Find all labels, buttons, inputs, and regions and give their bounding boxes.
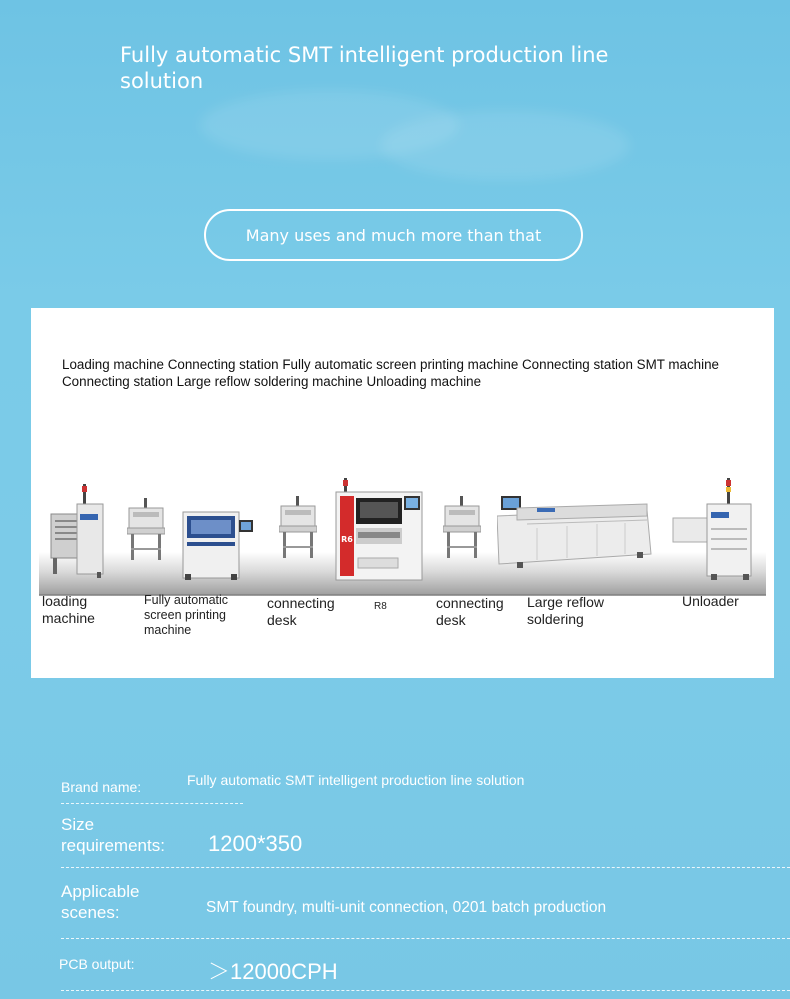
size-requirements-label: Size requirements: [61, 815, 165, 855]
row-divider [61, 867, 790, 868]
connecting-desk-label: connecting desk [436, 595, 504, 628]
connecting-desk-label: connecting desk [267, 595, 335, 628]
reflow-oven-label: Large reflow soldering [527, 594, 605, 627]
size-requirements-value: 1200*350 [208, 831, 303, 856]
smt-machine-label: R8 [374, 601, 387, 612]
page-title: Fully automatic SMT intelligent production line solution [120, 43, 609, 93]
connecting-station-image [127, 498, 165, 564]
smt-machine-mark: R6 [341, 535, 353, 544]
production-line-description: Loading machine Connecting station Fully automatic screen printing machine Connecting station SMT machine Connecting station Large reflow soldering machine Unloading machine [62, 357, 719, 389]
row-divider [61, 938, 790, 939]
reflow-oven-image [497, 494, 653, 570]
production-line-panel [31, 308, 774, 678]
applicable-scenes-value: SMT foundry, multi-unit connection, 0201 batch production [206, 899, 607, 916]
cloud-decoration [380, 110, 630, 180]
applicable-scenes-label: Applicable scenes: [61, 882, 140, 922]
loading-machine-label: loading machine [42, 593, 95, 626]
connecting-station-image [443, 496, 481, 562]
unloader-machine-image [671, 478, 755, 582]
loading-machine-image [47, 484, 107, 580]
screen-printer-image [181, 508, 259, 582]
pcb-output-label: PCB output: [59, 956, 135, 972]
smt-machine-image [334, 478, 426, 584]
connecting-station-image [279, 496, 317, 562]
unloader-label: Unloader [682, 593, 739, 609]
row-divider [61, 803, 243, 804]
pcb-output-value: ＞12000CPH [208, 959, 338, 984]
uses-pill-button[interactable]: Many uses and much more than that [204, 209, 583, 261]
screen-printer-label: Fully automatic screen printing machine [144, 593, 229, 637]
row-divider [61, 990, 790, 991]
brand-name-label: Brand name: [61, 779, 142, 795]
brand-name-value: Fully automatic SMT intelligent production line solution [187, 772, 525, 788]
